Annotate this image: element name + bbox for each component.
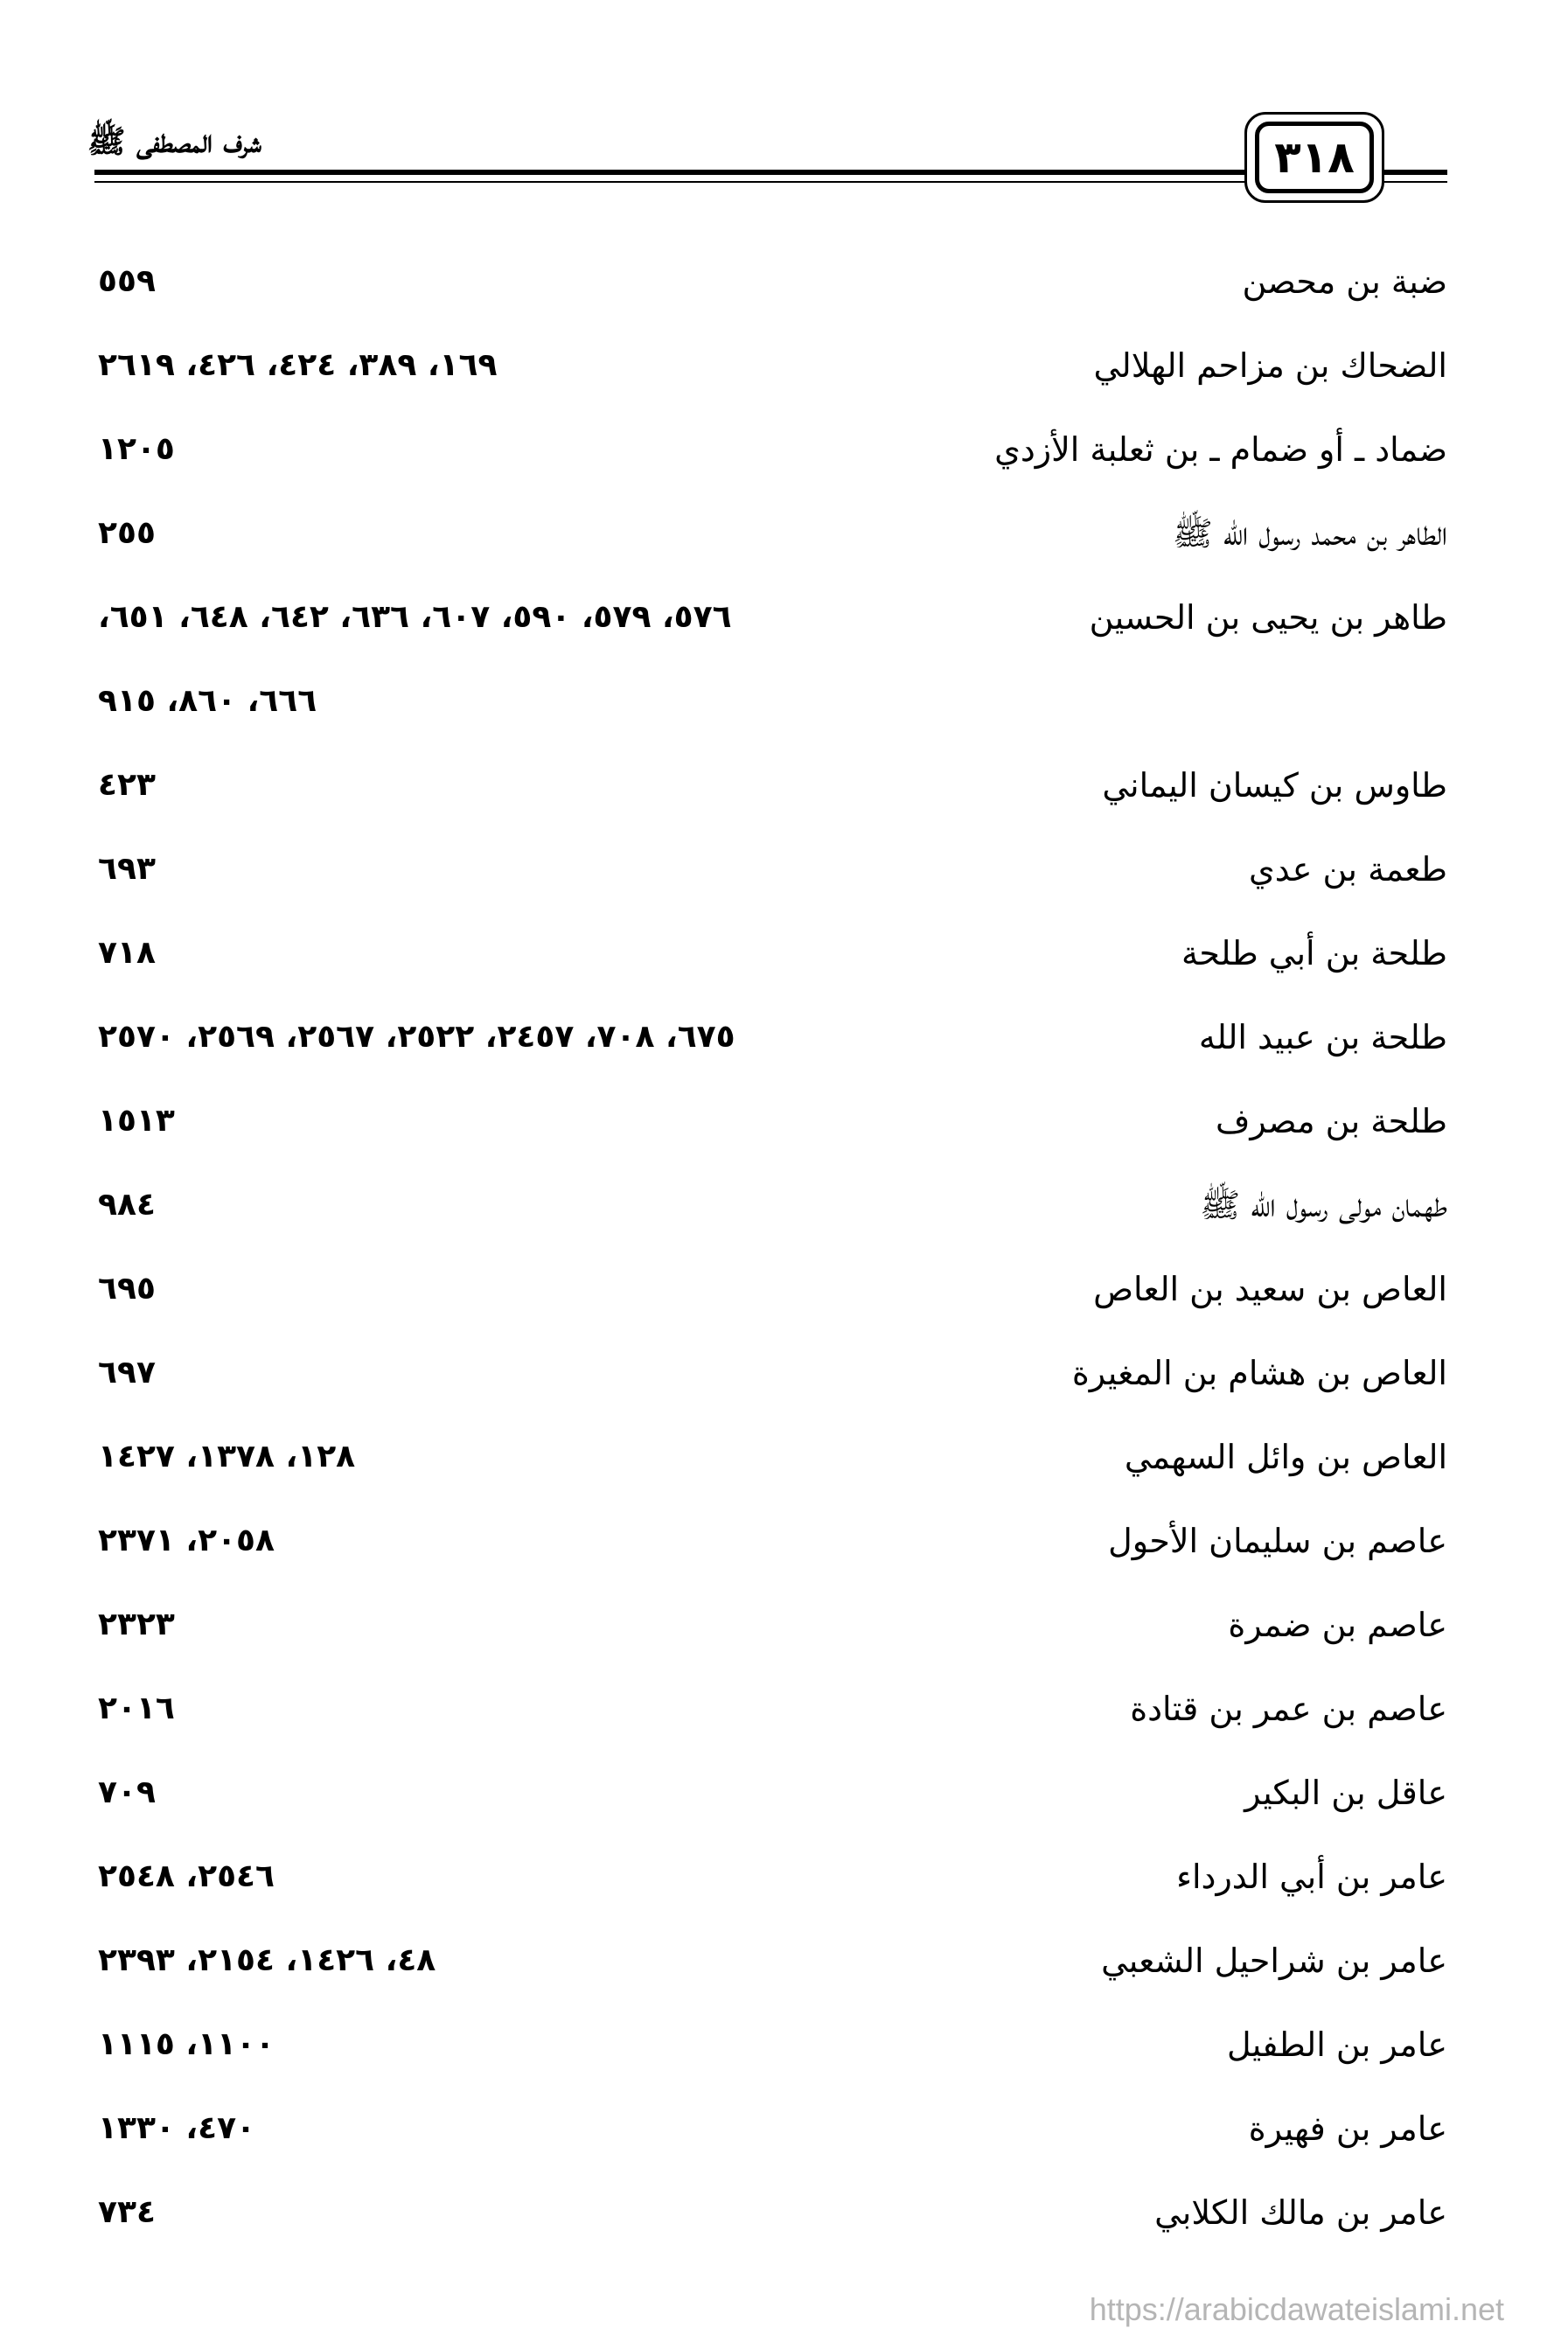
entry-name: ضبة بن محصن [1242, 262, 1447, 301]
index-entry [0, 1426, 1568, 1488]
entry-name: العاص بن وائل السهمي [1124, 1438, 1447, 1476]
entry-pages: ٥٥٩ [98, 263, 156, 299]
entry-name: طلحة بن عبيد الله [1198, 1018, 1447, 1056]
index-entry [0, 2182, 1568, 2243]
index-entry [0, 335, 1568, 396]
entry-name: طعمة بن عدي [1249, 850, 1447, 889]
entry-pages: ٤٨، ١٤٢٦، ٢١٥٤، ٢٣٩٣ [98, 1942, 436, 1978]
index-entry [0, 251, 1568, 312]
entry-pages: ١٢٨، ١٣٧٨، ١٤٢٧ [98, 1439, 356, 1474]
index-entry [0, 1930, 1568, 1991]
index-entry [0, 1091, 1568, 1152]
entry-name: الضحاك بن مزاحم الهلالي [1093, 346, 1447, 385]
entry-name: طهمان مولى رسول الله ﷺ [1200, 1186, 1447, 1224]
index-entry [0, 1510, 1568, 1572]
entry-pages: ٦٩٥ [98, 1271, 156, 1307]
entry-name: عامر بن الطفيل [1226, 2025, 1447, 2064]
entry-pages: ٧١٨ [98, 935, 156, 971]
entry-pages: ٥٧٦، ٥٧٩، ٥٩٠، ٦٠٧، ٦٣٦، ٦٤٢، ٦٤٨، ٦٥١، [98, 599, 732, 635]
entry-name: طلحة بن مصرف [1215, 1102, 1447, 1140]
page-number: ٣١٨ [1255, 122, 1374, 193]
entry-name: عامر بن أبي الدرداء [1176, 1858, 1447, 1896]
entry-name: طاهر بن يحيى بن الحسين [1089, 598, 1447, 637]
index-entry [0, 1258, 1568, 1320]
entry-name: طلحة بن أبي طلحة [1181, 934, 1447, 972]
index-entry [0, 839, 1568, 900]
entry-pages: ٢٠٥٨، ٢٣٧١ [98, 1523, 275, 1558]
watermark-url: https://arabicdawateislami.net [1089, 2291, 1504, 2327]
entry-name: العاص بن سعيد بن العاص [1093, 1270, 1447, 1308]
entry-pages: ١٦٩، ٣٨٩، ٤٢٤، ٤٢٦، ٢٦١٩ [98, 347, 498, 383]
entry-pages: ١٥١٣ [98, 1103, 175, 1139]
entry-name: عاصم بن عمر بن قتادة [1130, 1690, 1447, 1728]
entry-name: العاص بن هشام بن المغيرة [1071, 1354, 1447, 1392]
entry-name: الطاهر بن محمد رسول الله ﷺ [1172, 514, 1447, 553]
entry-pages: ٤٢٣ [98, 767, 156, 803]
entry-pages: ٢٣٢٣ [98, 1607, 175, 1642]
index-entry [0, 2098, 1568, 2159]
entry-pages: ٩٨٤ [98, 1187, 156, 1223]
entry-pages: ٢٠١٦ [98, 1690, 175, 1726]
entry-pages: ٧٠٩ [98, 1774, 156, 1810]
entry-name: طاوس بن كيسان اليماني [1102, 766, 1447, 805]
entry-pages: ٦٧٥، ٧٠٨، ٢٤٥٧، ٢٥٢٢، ٢٥٦٧، ٢٥٦٩، ٢٥٧٠ [98, 1019, 735, 1055]
index-entry [0, 1846, 1568, 1907]
index-entry-continuation [0, 671, 1568, 732]
entry-pages: ٢٥٤٦، ٢٥٤٨ [98, 1858, 275, 1894]
index-entry [0, 587, 1568, 648]
entry-name: عاصم بن ضمرة [1228, 1606, 1447, 1644]
entry-pages: ١٢٠٥ [98, 431, 175, 467]
entry-name: عامر بن فهيرة [1248, 2109, 1447, 2148]
entry-pages: ١١٠٠، ١١١٥ [98, 2026, 275, 2062]
entry-pages: ٧٣٤ [98, 2194, 156, 2230]
entry-pages: ٦٩٧ [98, 1355, 156, 1391]
index-entry [0, 2014, 1568, 2075]
index-entry [0, 419, 1568, 480]
index-entry [0, 1762, 1568, 1823]
entry-pages: ٢٥٥ [98, 515, 156, 551]
entry-name: عامر بن مالك الكلابي [1154, 2193, 1447, 2232]
entry-pages: ٤٧٠، ١٣٣٠ [98, 2110, 256, 2146]
index-entry [0, 1678, 1568, 1739]
index-entry [0, 1342, 1568, 1404]
index-entry [0, 923, 1568, 984]
entry-name: عاقل بن البكير [1244, 1774, 1447, 1812]
entry-name: ضماد ـ أو ضمام ـ بن ثعلبة الأزدي [994, 430, 1447, 469]
entry-name: عامر بن شراحيل الشعبي [1101, 1941, 1447, 1980]
index-entry [0, 1174, 1568, 1236]
entry-name: عاصم بن سليمان الأحول [1108, 1522, 1447, 1560]
book-title: شرف المصطفى ﷺ [87, 123, 261, 160]
index-entry [0, 1007, 1568, 1068]
index-entry [0, 755, 1568, 816]
index-entry [0, 1594, 1568, 1655]
index-entry [0, 503, 1568, 564]
entry-pages: ٦٩٣ [98, 851, 156, 887]
entry-pages-continued: ٦٦٦، ٨٦٠، ٩١٥ [98, 683, 317, 719]
